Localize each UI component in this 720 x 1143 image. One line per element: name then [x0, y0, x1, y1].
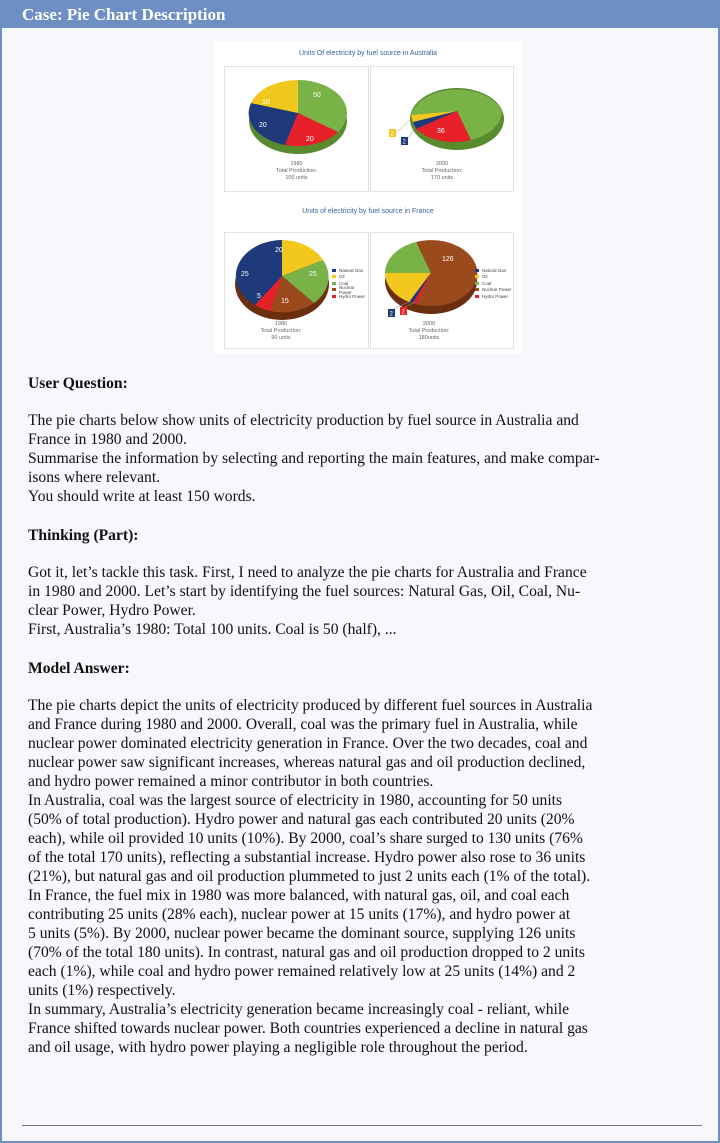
legend-item-nuclear: Nuclear Power: [332, 287, 368, 294]
card-title: Case: Pie Chart Description: [2, 2, 718, 28]
caption-total: 180units: [418, 335, 440, 341]
australia-1980-caption: [225, 161, 368, 182]
data-label-hydro: 20: [306, 136, 314, 143]
data-label-coal: 50: [313, 92, 321, 99]
france-chart-title: Units of electricity by fuel source in France: [302, 208, 434, 215]
france-1980-caption: [225, 321, 337, 342]
user-question-heading: User Question:: [28, 375, 128, 392]
legend-item-natural-gas: Natural Gas: [332, 267, 368, 274]
australia-2000-panel: [370, 66, 514, 192]
case-content: [28, 374, 708, 1057]
france-1980-panel: [224, 232, 369, 349]
callout-line: [396, 119, 411, 133]
australia-1980-panel: [224, 66, 369, 192]
model-answer-heading: Model Answer:: [28, 660, 130, 677]
data-label-natural-gas: 25: [241, 271, 249, 278]
data-label-oil: 10: [262, 99, 270, 106]
data-label-coal: 25: [309, 271, 317, 278]
data-label-oil: 20: [275, 247, 283, 254]
data-label-hydro: 5: [257, 293, 261, 300]
caption-label: Total Production:: [421, 168, 463, 174]
caption-label: Total Production:: [276, 168, 317, 174]
legend-item-coal: Coal: [475, 280, 512, 287]
caption-label: Total Production:: [408, 328, 450, 334]
france-2000-panel: [370, 232, 514, 349]
australia-chart-title: Units Of electricity by fuel source in Australia: [298, 50, 438, 57]
france-2000-legend: [475, 267, 512, 300]
france-1980-legend: [332, 267, 368, 300]
legend-item-hydro: Hydro Power: [475, 293, 512, 300]
caption-year: 1980: [290, 161, 303, 167]
legend-item-oil: Oil: [475, 274, 512, 281]
thinking-heading: Thinking (Part):: [28, 527, 139, 544]
caption-year: 1980: [274, 321, 288, 327]
data-label-natural-gas: 2: [389, 311, 393, 318]
legend-item-natural-gas: Natural Gas: [475, 267, 512, 274]
model-answer-text: The pie charts depict the units of electricity produced by different fuel sources in Australia and France during 1980 and 2000. Overall, coal was the primary fuel in Australia, while nuclear power dominated electricity generation in France. Over the two decades, coal and nuclear power saw significant increases, whereas natural gas and oil production declined, and hydro power remained a minor contributor in both countries. In Australia, coal was the largest source of electricity in 1980, accounting for 50 units (50% of total production). Hydro power and natural gas each contributed 20 units (20% each), while oil provided 10 units (10%). By 2000, coal’s share surged to 130 units (76% of the total 170 units), reflecting a substantial increase. Hydro power also rose to 36 units (21%), but natural gas and oil production plummeted to just 2 units each (1% of the total). In France, the fuel mix in 1980 was more balanced, with natural gas, oil, and coal each contributing 25 units (28% each), nuclear power at 15 units (17%), and hydro power at 5 units (5%). By 2000, nuclear power became the dominant source, supplying 126 units (70% of the total 180 units). In contrast, natural gas and oil production dropped to 2 units each (1%), while coal and hydro power remained relatively low at 25 units (14%) and 2 units (1%) respectively. In summary, Australia’s electricity generation became increasingly coal - reliant, while France shifted towards nuclear power. Both countries experienced a decline in natural gas and oil usage, with hydro power playing a negligible role throughout the period.: [28, 697, 593, 1056]
data-label-natural-gas: 2: [402, 139, 406, 146]
data-label-natural-gas: 20: [259, 122, 267, 129]
caption-year: 2000: [422, 321, 436, 327]
data-label-nuclear: 126: [442, 256, 454, 263]
data-label-hydro: 2: [401, 309, 405, 316]
data-label-nuclear: 15: [281, 298, 289, 305]
pie-chart-figure: [214, 42, 522, 354]
legend-item-oil: Oil: [332, 274, 368, 281]
caption-total: 100 units: [285, 175, 308, 181]
australia-2000-caption: [371, 161, 513, 182]
bottom-divider: [22, 1125, 702, 1126]
user-question-text: The pie charts below show units of electricity production by fuel source in Australia and France in 1980 and 2000. Summarise the information by selecting and reporting the main features, and make compar- isons where relevant. You should write at least 150 words.: [28, 412, 600, 505]
caption-label: Total Production:: [260, 328, 302, 334]
data-label-oil: 2: [390, 131, 394, 138]
legend-item-nuclear: Nuclear Power: [475, 287, 512, 294]
data-label-hydro: 36: [437, 128, 445, 135]
caption-year: 2000: [435, 161, 449, 167]
france-2000-caption: [371, 321, 487, 342]
caption-total: 90 units: [271, 335, 291, 341]
thinking-text: Got it, let’s tackle this task. First, I need to analyze the pie charts for Australia and France in 1980 and 2000. Let’s start by identifying the fuel sources: Natural Gas, Oil, Coal, Nu- clear Power, Hydro Power. First, Australia’s 1980: Total 100 units. Coal is 50 (half), ...: [28, 564, 587, 638]
legend-item-hydro: Hydro Power: [332, 293, 368, 300]
data-label-oil: 25: [386, 249, 394, 256]
data-label-coal: 130: [459, 82, 471, 89]
caption-total: 170 units: [430, 175, 454, 181]
callout-line: [408, 127, 415, 139]
legend-item-coal: Coal: [332, 280, 368, 287]
